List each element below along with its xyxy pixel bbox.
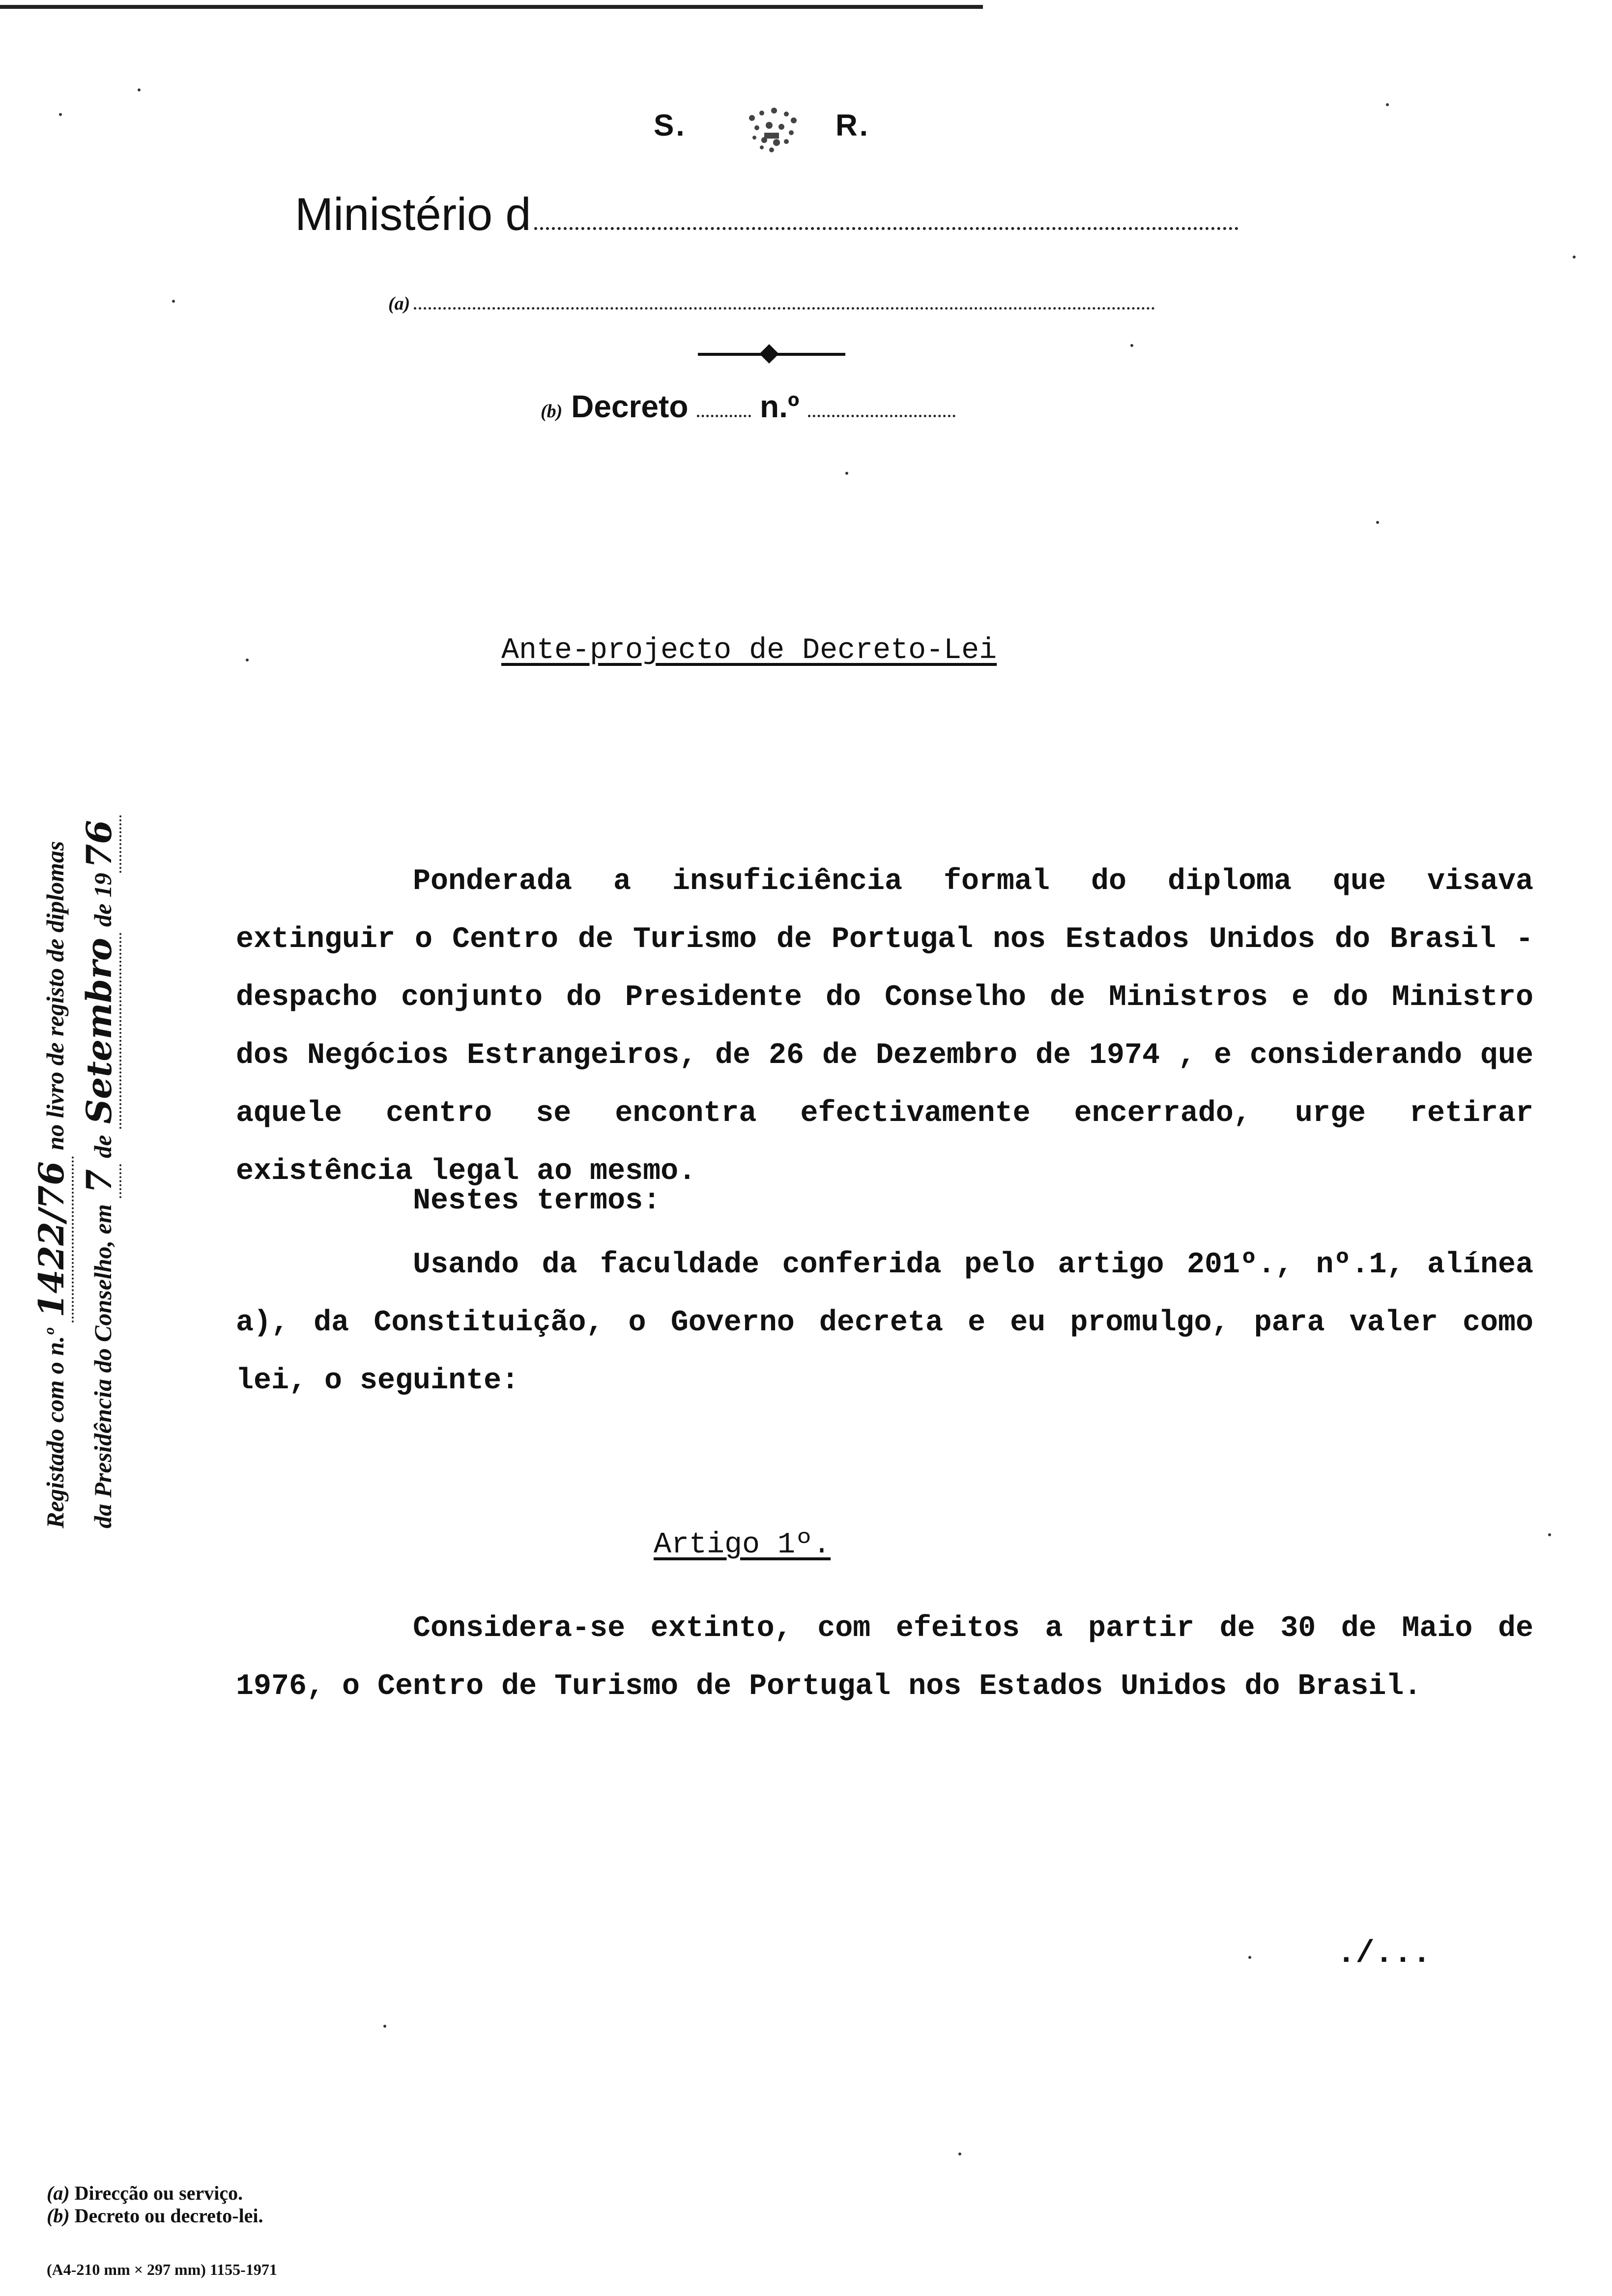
registration-stamp xyxy=(29,604,128,1528)
registration-line-1: Registado com o n.º 1422/76 no livro de registo de diplomas xyxy=(29,604,77,1528)
paragraph-decree: Usando da faculdade conferida pelo artigo 201º., nº.1, alínea a), da Constituição, o Governo decreta e eu promulgo, para valer como lei, o seguinte: xyxy=(236,1248,1533,1398)
scan-speck xyxy=(383,2025,386,2028)
top-rule xyxy=(0,5,983,9)
decree-ref: (b) xyxy=(541,401,563,422)
document-heading: Ante-projecto de Decreto-Lei xyxy=(501,634,997,667)
registration-number: 1422/76 xyxy=(31,1156,74,1322)
seal-header xyxy=(654,98,949,157)
registration-day: 7 xyxy=(79,1164,121,1198)
scan-speck xyxy=(1386,103,1389,106)
scan-speck xyxy=(1130,344,1133,347)
scan-speck xyxy=(1548,1533,1551,1536)
footnotes xyxy=(47,2182,263,2227)
scan-speck xyxy=(845,472,848,475)
direction-line xyxy=(388,285,1155,315)
decree-number-label: n.º xyxy=(759,389,800,424)
seal-right-text: R. xyxy=(835,109,870,143)
scan-speck xyxy=(1573,256,1576,258)
paragraph-terms: Nestes termos: xyxy=(413,1184,661,1218)
registration-line-2: da Presidência do Conselho, em 7 de Setembro de 1976 xyxy=(77,604,125,1528)
continuation-mark: ./... xyxy=(1337,1936,1432,1972)
paper-size-note: (A4-210 mm × 297 mm) 1155-1971 xyxy=(47,2261,277,2278)
paragraph-considerations: Ponderada a insuficiência formal do diploma que visava extinguir o Centro de Turismo de Portugal nos Estados Unidos do Brasil - despacho conjunto do Presidente do Conselho de Ministros e do Ministro dos Negócios Estrangeiros, de 26 de Dezembro de 1974 , e considerando que aquele centro se encontra efectivamente encerrado, urge retirar existência legal ao mesmo. xyxy=(236,865,1533,1188)
ministry-blank xyxy=(534,222,1238,230)
scan-speck xyxy=(246,659,249,661)
scan-speck xyxy=(1376,521,1379,524)
article-title: Artigo 1º. xyxy=(654,1528,831,1562)
footnote-a: (a) Direcção ou serviço. xyxy=(47,2182,243,2204)
direction-ref: (a) xyxy=(388,293,410,314)
ministry-line xyxy=(295,187,1238,241)
decree-line xyxy=(541,388,1003,432)
registration-month: Setembro xyxy=(79,933,121,1129)
direction-blank xyxy=(414,307,1155,310)
scan-speck xyxy=(138,88,141,91)
decree-label: Decreto xyxy=(571,389,689,424)
article-text: Considera-se extinto, com efeitos a partir de 30 de Maio de 1976, o Centro de Turismo de Portugal nos Estados Unidos do Brasil. xyxy=(236,1612,1533,1703)
divider-diamond-icon xyxy=(759,344,779,364)
decree-type-blank xyxy=(697,410,751,417)
registration-year: 76 xyxy=(79,815,121,873)
footnote-b: (b) Decreto ou decreto-lei. xyxy=(47,2205,263,2227)
scan-speck xyxy=(958,2152,961,2155)
coat-of-arms-icon xyxy=(727,98,816,157)
scan-speck xyxy=(1248,1956,1251,1959)
decree-number-blank xyxy=(808,410,955,417)
scan-speck xyxy=(172,300,175,303)
scan-speck xyxy=(59,113,62,116)
ministry-label: Ministério d xyxy=(295,188,531,240)
seal-left-text: S. xyxy=(654,109,687,143)
